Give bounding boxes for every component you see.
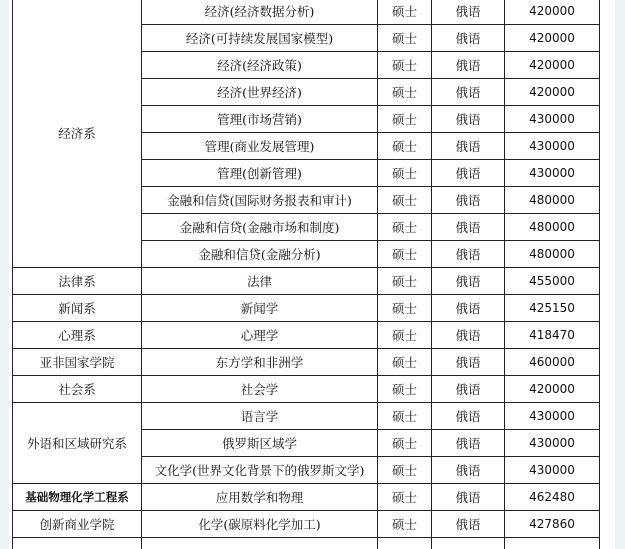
language-cell: 俄语 (432, 0, 505, 25)
fee-cell: 427860 (505, 511, 600, 538)
major-cell: 经济(世界经济) (142, 79, 378, 106)
language-cell: 俄语 (432, 241, 505, 268)
language-cell: 俄语 (432, 457, 505, 484)
degree-cell: 硕士 (378, 133, 432, 160)
major-cell: 语言学 (142, 403, 378, 430)
department-cell: 创新商业学院 (13, 511, 142, 538)
degree-cell: 硕士 (378, 295, 432, 322)
fee-cell: 430000 (505, 430, 600, 457)
department-cell: 社会系 (13, 376, 142, 403)
major-cell: 社会学 (142, 376, 378, 403)
table-row (13, 322, 600, 349)
degree-cell: 硕士 (378, 484, 432, 511)
language-cell: 俄语 (432, 133, 505, 160)
department-cell: 外语和区域研究系 (13, 403, 142, 484)
degree-cell: 硕士 (378, 268, 432, 295)
table-row (13, 376, 600, 403)
language-cell: 俄语 (432, 52, 505, 79)
fee-cell: 420000 (505, 0, 600, 25)
language-cell: 俄语 (432, 160, 505, 187)
language-cell: 俄语 (432, 403, 505, 430)
fee-cell: 480000 (505, 187, 600, 214)
fee-cell: 430000 (505, 133, 600, 160)
fee-cell: 455000 (505, 268, 600, 295)
fee-cell: 420000 (505, 25, 600, 52)
major-cell: 金融和信贷(国际财务报表和审计) (142, 187, 378, 214)
major-cell: 东方学和非洲学 (142, 349, 378, 376)
major-cell: 新闻学 (142, 295, 378, 322)
empty-cell (13, 538, 142, 549)
major-cell: 应用数学和物理 (142, 484, 378, 511)
major-cell: 金融和信贷(金融市场和制度) (142, 214, 378, 241)
degree-cell: 硕士 (378, 160, 432, 187)
major-cell: 经济(经济数据分析) (142, 0, 378, 25)
fee-cell: 460000 (505, 349, 600, 376)
degree-cell: 硕士 (378, 241, 432, 268)
table-row (13, 511, 600, 538)
major-cell: 俄罗斯区域学 (142, 430, 378, 457)
major-cell: 管理(市场营销) (142, 106, 378, 133)
major-cell: 管理(商业发展管理) (142, 133, 378, 160)
major-cell: 经济(经济政策) (142, 52, 378, 79)
empty-cell (378, 538, 432, 549)
fee-cell: 420000 (505, 376, 600, 403)
language-cell: 俄语 (432, 187, 505, 214)
degree-cell: 硕士 (378, 214, 432, 241)
table-row (13, 403, 600, 430)
fee-cell: 430000 (505, 457, 600, 484)
language-cell: 俄语 (432, 214, 505, 241)
department-cell: 心理系 (13, 322, 142, 349)
degree-cell: 硕士 (378, 511, 432, 538)
language-cell: 俄语 (432, 430, 505, 457)
empty-cell (142, 538, 378, 549)
degree-cell: 硕士 (378, 349, 432, 376)
degree-cell: 硕士 (378, 106, 432, 133)
fee-cell: 420000 (505, 52, 600, 79)
language-cell: 俄语 (432, 25, 505, 52)
table-row (13, 0, 600, 25)
department-cell: 基础物理化学工程系 (13, 484, 142, 511)
department-cell: 亚非国家学院 (13, 349, 142, 376)
degree-cell: 硕士 (378, 403, 432, 430)
language-cell: 俄语 (432, 349, 505, 376)
major-cell: 法律 (142, 268, 378, 295)
major-cell: 文化学(世界文化背景下的俄罗斯文学) (142, 457, 378, 484)
major-cell: 化学(碳原料化学加工) (142, 511, 378, 538)
language-cell: 俄语 (432, 79, 505, 106)
language-cell: 俄语 (432, 484, 505, 511)
language-cell: 俄语 (432, 268, 505, 295)
tuition-table (12, 0, 600, 549)
degree-cell: 硕士 (378, 430, 432, 457)
fee-cell: 430000 (505, 403, 600, 430)
major-cell: 管理(创新管理) (142, 160, 378, 187)
degree-cell: 硕士 (378, 376, 432, 403)
fee-cell: 480000 (505, 241, 600, 268)
fee-cell: 430000 (505, 160, 600, 187)
degree-cell: 硕士 (378, 457, 432, 484)
language-cell: 俄语 (432, 295, 505, 322)
fee-cell: 418470 (505, 322, 600, 349)
table-row (13, 268, 600, 295)
major-cell: 金融和信贷(金融分析) (142, 241, 378, 268)
fee-cell: 420000 (505, 79, 600, 106)
language-cell: 俄语 (432, 376, 505, 403)
table-row (13, 484, 600, 511)
department-cell: 新闻系 (13, 295, 142, 322)
major-cell: 经济(可持续发展国家模型) (142, 25, 378, 52)
language-cell: 俄语 (432, 106, 505, 133)
fee-cell: 480000 (505, 214, 600, 241)
table-body (13, 0, 600, 549)
table-row (13, 538, 600, 549)
degree-cell: 硕士 (378, 52, 432, 79)
empty-cell (432, 538, 505, 549)
department-cell: 经济系 (13, 0, 142, 268)
document-page (9, 0, 615, 549)
language-cell: 俄语 (432, 322, 505, 349)
degree-cell: 硕士 (378, 0, 432, 25)
department-cell: 法律系 (13, 268, 142, 295)
table-row (13, 295, 600, 322)
empty-cell (505, 538, 600, 549)
degree-cell: 硕士 (378, 25, 432, 52)
degree-cell: 硕士 (378, 187, 432, 214)
fee-cell: 462480 (505, 484, 600, 511)
degree-cell: 硕士 (378, 79, 432, 106)
degree-cell: 硕士 (378, 322, 432, 349)
language-cell: 俄语 (432, 511, 505, 538)
table-row (13, 349, 600, 376)
fee-cell: 430000 (505, 106, 600, 133)
major-cell: 心理学 (142, 322, 378, 349)
fee-cell: 425150 (505, 295, 600, 322)
